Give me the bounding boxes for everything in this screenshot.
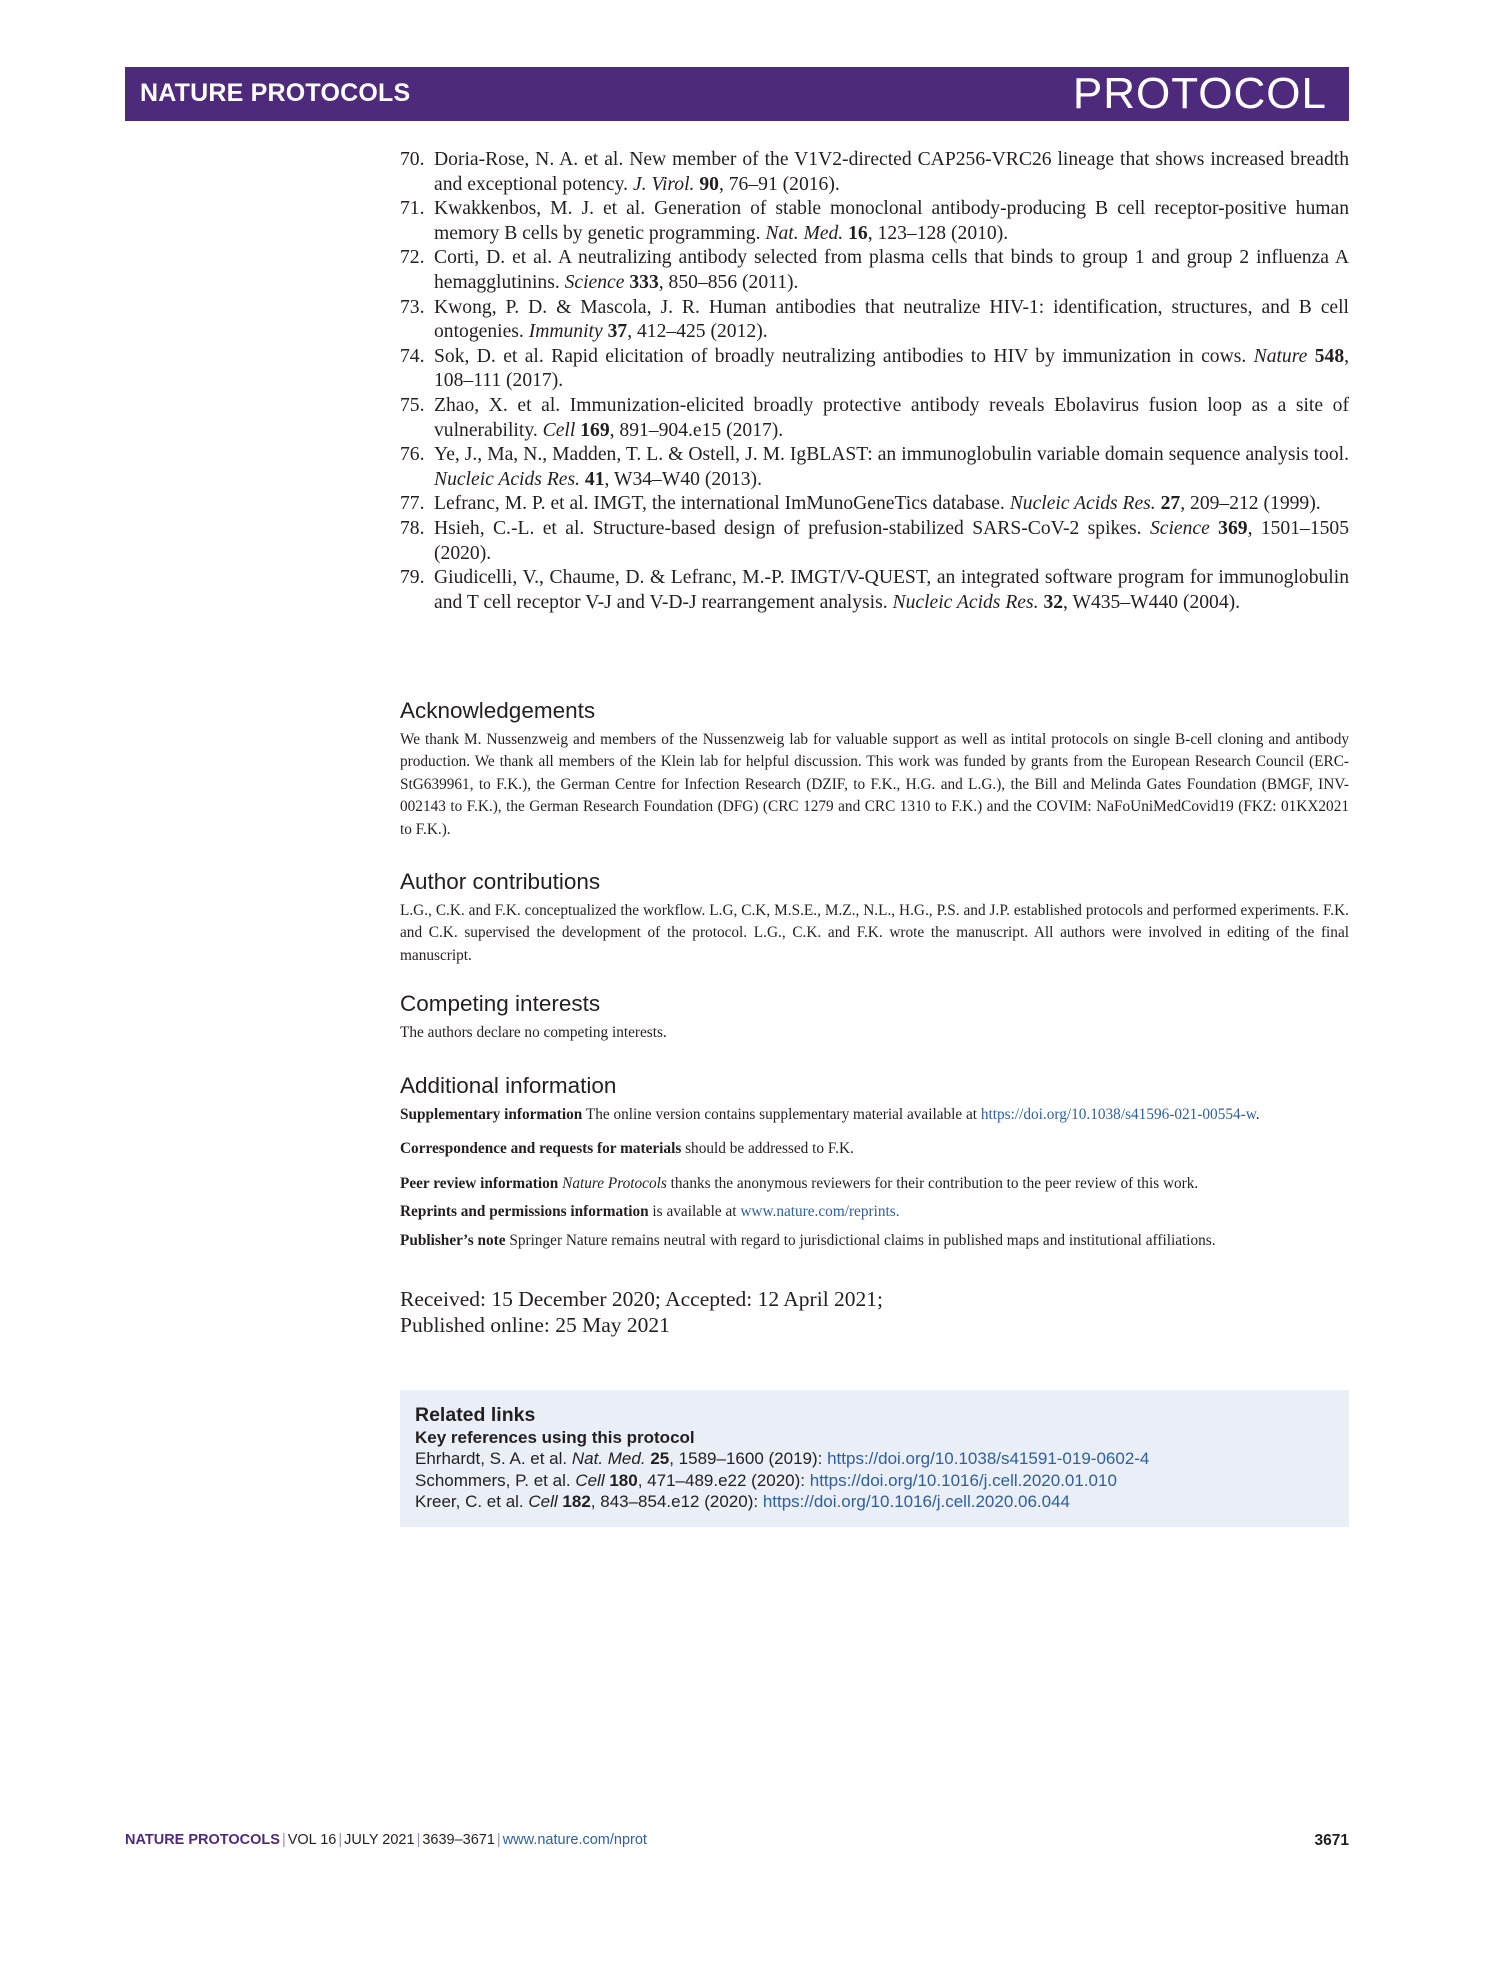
article-type: PROTOCOL bbox=[1072, 69, 1327, 118]
reference-volume: 333 bbox=[629, 271, 659, 293]
reference-volume: 32 bbox=[1043, 591, 1064, 613]
related-link-journal: Cell bbox=[575, 1470, 605, 1490]
correspondence-label: Correspondence and requests for materials bbox=[400, 1140, 682, 1158]
competing-interests-text: The authors declare no competing interests. bbox=[400, 1024, 667, 1041]
reference-text: Sok, D. et al. Rapid elicitation of broadly neutralizing antibodies to HIV by immunization in cows. bbox=[434, 345, 1254, 367]
correspondence bbox=[400, 1138, 1349, 1160]
reference-volume: 16 bbox=[848, 222, 868, 244]
supplementary-label: Supplementary information bbox=[400, 1106, 583, 1123]
reference-list bbox=[400, 148, 1349, 615]
supplementary-end: . bbox=[1255, 1106, 1260, 1123]
reference-number: 79. bbox=[400, 567, 425, 589]
related-links-subheading: Key references using this protocol bbox=[415, 1428, 695, 1447]
acknowledgements-text: We thank M. Nussenzweig and members of the Nussenzweig lab for valuable support as well as intital protocols on single B-cell cloning and antibody production. We thank all members of the Klein lab for helpful discussion. This work was funded by grants from the European Research Council (ERC-StG639961, to F.K.), the German Centre for Infection Research (DZIF, to F.K., H.G. and L.G.), the Bill and Melinda Gates Foundation (BMGF, INV-002143 to F.K.), the German Research Foundation (DFG) (CRC 1279 and CRC 1310 to F.K.) and the COVIM: NaFoUniMedCovid19 (FKZ: 01KX2021 to F.K.). bbox=[400, 731, 1349, 838]
competing-interests-heading: Competing interests bbox=[400, 991, 601, 1016]
reference-item bbox=[400, 296, 1349, 345]
reference-volume: 169 bbox=[580, 419, 610, 441]
reference-pages: , 891–904.e15 (2017). bbox=[609, 419, 784, 441]
reference-item bbox=[400, 443, 1349, 492]
publishers-note bbox=[400, 1230, 1349, 1252]
reference-text: Corti, D. et al. A neutralizing antibody selected from plasma cells that binds to group 1 and group 2 influenza A hemagglutinins. bbox=[434, 247, 1349, 293]
related-link-journal: Nat. Med. bbox=[571, 1449, 646, 1468]
related-link-doi[interactable]: https://doi.org/10.1038/s41591-019-0602-4 bbox=[827, 1449, 1150, 1468]
related-link-authors: Ehrhardt, S. A. et al. bbox=[415, 1449, 572, 1468]
footer-separator: | bbox=[338, 1832, 343, 1848]
reference-volume: 369 bbox=[1218, 517, 1248, 539]
reference-text: Kwakkenbos, M. J. et al. Generation of stable monoclonal antibody-producing B cell receptor-positive human memory B cells by genetic programming. bbox=[434, 198, 1349, 244]
reference-pages: , 850–856 (2011). bbox=[658, 271, 799, 293]
reference-number: 70. bbox=[400, 149, 425, 170]
correspondence-text: should be addressed to F.K. bbox=[681, 1140, 854, 1158]
reference-number: 78. bbox=[400, 517, 425, 539]
related-link-journal: Cell bbox=[528, 1492, 558, 1511]
journal-name: NATURE PROTOCOLS bbox=[140, 79, 411, 107]
additional-information-section bbox=[400, 1072, 1349, 1258]
related-link-doi[interactable]: https://doi.org/10.1016/j.cell.2020.01.010 bbox=[809, 1470, 1117, 1490]
reference-pages: , 209–212 (1999). bbox=[1180, 493, 1321, 515]
reference-item bbox=[400, 148, 1349, 197]
reference-journal: Cell bbox=[542, 419, 576, 441]
related-link-doi[interactable]: https://doi.org/10.1016/j.cell.2020.06.044 bbox=[762, 1492, 1070, 1511]
author-contributions-text: L.G., C.K. and F.K. conceptualized the workflow. L.G, C.K, M.S.E., M.Z., N.L., H.G., P.S. and J.P. established protocols and performed experiments. F.K. and C.K. supervised the development of the protocol. L.G., C.K. and F.K. wrote the manuscript. All authors were involved in editing of the final manuscript. bbox=[400, 902, 1349, 964]
footer-site-link[interactable]: www.nature.com/nprot bbox=[502, 1832, 647, 1848]
publishers-note-label: Publisher’s note bbox=[400, 1231, 506, 1249]
reference-pages: , 108–111 (2017). bbox=[434, 345, 1350, 392]
related-link-volume: 180 bbox=[609, 1470, 638, 1490]
footer-separator: | bbox=[281, 1832, 286, 1848]
reference-item bbox=[400, 492, 1349, 517]
reference-number: 76. bbox=[400, 444, 425, 466]
footer-pages: 3639–3671 bbox=[422, 1832, 495, 1848]
author-contributions-heading: Author contributions bbox=[400, 869, 601, 894]
related-link-volume: 25 bbox=[650, 1449, 670, 1468]
footer-issue-date: JULY 2021 bbox=[344, 1832, 415, 1848]
reference-journal: Nucleic Acids Res. bbox=[892, 591, 1039, 613]
reprints-label: Reprints and permissions information bbox=[400, 1203, 649, 1221]
reference-item bbox=[400, 197, 1349, 246]
reference-text: Zhao, X. et al. Immunization-elicited broadly protective antibody reveals Ebolavirus fusion loop as a site of vulnerability. bbox=[434, 394, 1349, 441]
reference-journal: Nat. Med. bbox=[765, 222, 844, 244]
footer-separator: | bbox=[496, 1832, 501, 1848]
related-link-authors: Schommers, P. et al. bbox=[415, 1470, 576, 1490]
reference-pages: , 76–91 (2016). bbox=[718, 173, 840, 195]
reference-journal: Nucleic Acids Res. bbox=[434, 468, 581, 490]
competing-interests-section bbox=[400, 990, 1349, 1044]
reference-volume: 27 bbox=[1160, 493, 1181, 515]
reference-volume: 37 bbox=[607, 321, 628, 343]
reference-journal: Nucleic Acids Res. bbox=[1009, 493, 1156, 515]
reference-number: 71. bbox=[400, 198, 425, 220]
reference-number: 75. bbox=[400, 394, 425, 416]
related-link-item bbox=[415, 1470, 1149, 1492]
related-link-authors: Kreer, C. et al. bbox=[415, 1492, 529, 1511]
supplementary-text: The online version contains supplementary material available at bbox=[582, 1106, 981, 1123]
supplementary-information bbox=[400, 1104, 1349, 1126]
reference-text: Ye, J., Ma, N., Madden, T. L. & Ostell, J. M. IgBLAST: an immunoglobulin variable domain sequence analysis tool. bbox=[434, 444, 1349, 466]
reference-journal: Nature bbox=[1253, 345, 1308, 367]
reprints-information bbox=[400, 1201, 1349, 1223]
related-links-box bbox=[400, 1390, 1349, 1527]
peer-review-text: thanks the anonymous reviewers for their contribution to the peer review of this work. bbox=[666, 1174, 1199, 1192]
supplementary-link[interactable]: https://doi.org/10.1038/s41596-021-00554-w bbox=[980, 1106, 1256, 1123]
reference-journal: Science bbox=[1149, 517, 1210, 539]
reference-number: 73. bbox=[400, 296, 425, 318]
journal-banner bbox=[125, 67, 1349, 121]
reference-text: Giudicelli, V., Chaume, D. & Lefranc, M.-P. IMGT/V-QUEST, an integrated software program for immunoglobulin and T cell receptor V-J and V-D-J rearrangement analysis. bbox=[434, 567, 1349, 613]
peer-review-information bbox=[400, 1173, 1349, 1195]
footer-journal: NATURE PROTOCOLS bbox=[125, 1832, 280, 1848]
related-links-heading: Related links bbox=[415, 1404, 536, 1426]
acknowledgements-section bbox=[400, 697, 1349, 841]
reference-pages: , W34–W40 (2013). bbox=[604, 468, 762, 490]
publishers-note-text: Springer Nature remains neutral with regard to jurisdictional claims in published maps and institutional affiliations. bbox=[505, 1231, 1216, 1249]
related-link-item bbox=[415, 1491, 1149, 1513]
reference-text: Kwong, P. D. & Mascola, J. R. Human antibodies that neutralize HIV-1: identification, structures, and B cell ontogenies. bbox=[434, 296, 1349, 343]
reference-number: 77. bbox=[400, 493, 425, 515]
reference-item bbox=[400, 246, 1349, 295]
reference-pages: , 1501–1505 (2020). bbox=[434, 517, 1350, 564]
footer-volume: VOL 16 bbox=[287, 1832, 337, 1848]
acknowledgements-heading: Acknowledgements bbox=[400, 698, 596, 723]
reference-pages: , W435–W440 (2004). bbox=[1063, 591, 1241, 613]
reference-text: Hsieh, C.-L. et al. Structure-based design of prefusion-stabilized SARS-CoV-2 spikes. bbox=[434, 517, 1150, 539]
reference-item bbox=[400, 517, 1349, 566]
reprints-link[interactable]: www.nature.com/reprints. bbox=[740, 1203, 900, 1221]
author-contributions-section bbox=[400, 868, 1349, 967]
related-link-volume: 182 bbox=[562, 1492, 591, 1511]
page-footer bbox=[125, 1832, 1349, 1848]
received-accepted-dates: Received: 15 December 2020; Accepted: 12 April 2021; bbox=[400, 1287, 884, 1311]
reference-number: 74. bbox=[400, 345, 425, 367]
page-number: 3671 bbox=[1314, 1832, 1349, 1849]
peer-review-journal: Nature Protocols bbox=[562, 1174, 667, 1192]
related-link-pages: , 1589–1600 (2019): bbox=[669, 1449, 828, 1468]
reference-volume: 548 bbox=[1314, 345, 1345, 367]
additional-information-heading: Additional information bbox=[400, 1073, 617, 1098]
reference-volume: 41 bbox=[584, 468, 605, 490]
reference-pages: , 123–128 (2010). bbox=[867, 222, 1009, 244]
reference-journal: J. Virol. bbox=[632, 173, 695, 195]
footer-separator: | bbox=[416, 1832, 421, 1848]
reference-item bbox=[400, 394, 1349, 443]
published-date: Published online: 25 May 2021 bbox=[400, 1312, 670, 1337]
peer-review-label: Peer review information bbox=[400, 1174, 559, 1192]
reference-item bbox=[400, 566, 1349, 615]
related-link-pages: , 471–489.e22 (2020): bbox=[637, 1470, 810, 1490]
article-dates bbox=[400, 1287, 883, 1338]
reprints-text: is available at bbox=[648, 1203, 741, 1221]
reference-number: 72. bbox=[400, 247, 425, 269]
reference-journal: Science bbox=[564, 271, 625, 293]
reference-text: Lefranc, M. P. et al. IMGT, the international ImMunoGeneTics database. bbox=[434, 493, 1010, 515]
reference-volume: 90 bbox=[699, 173, 719, 195]
reference-text: Doria-Rose, N. A. et al. New member of the V1V2-directed CAP256-VRC26 lineage that shows increased breadth and exceptional potency. bbox=[434, 149, 1349, 195]
reference-item bbox=[400, 345, 1349, 394]
reference-journal: Immunity bbox=[528, 321, 603, 343]
related-link-item bbox=[415, 1448, 1149, 1470]
reference-pages: , 412–425 (2012). bbox=[627, 321, 768, 343]
related-link-pages: , 843–854.e12 (2020): bbox=[590, 1492, 763, 1511]
